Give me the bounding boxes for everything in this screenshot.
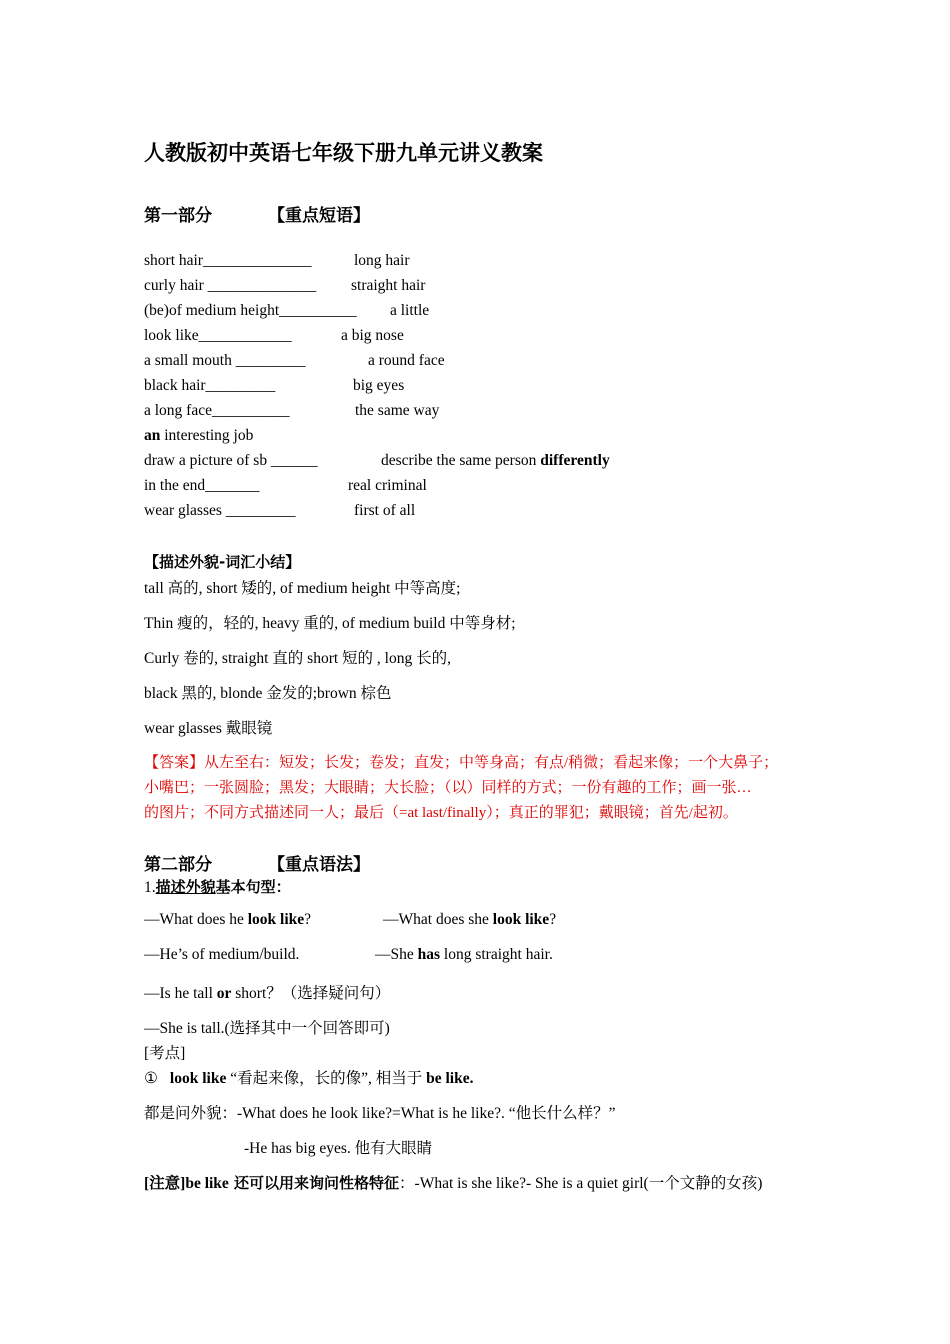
phrase-right-4: a big nose — [341, 327, 404, 344]
phrase-left-4: look like____________ — [144, 327, 292, 344]
phrase-left-3: (be)of medium height__________ — [144, 302, 357, 319]
part1-heading: 【重点短语】 — [268, 206, 370, 226]
vocab-line-2: Thin 瘦的，轻的, heavy 重的, of medium build 中等身材; — [144, 615, 516, 632]
question-he: —What does he look like? — [144, 911, 312, 928]
phrase-left-end: in the end_______ — [144, 477, 260, 494]
phrase-right-5: a round face — [368, 352, 445, 369]
vocab-line-1: tall 高的, short 矮的, of medium height 中等高度; — [144, 580, 461, 597]
vocab-line-4: black 黑的, blonde 金发的;brown 棕色 — [144, 685, 392, 702]
phrase-left-6: black hair_________ — [144, 377, 276, 394]
phrase-left-1: short hair______________ — [144, 252, 312, 269]
ask-appearance-answer: -He has big eyes. 他有大眼睛 — [244, 1140, 433, 1157]
answer-choice: —She is tall.(选择其中一个回答即可) — [144, 1020, 390, 1037]
phrase-right-1: long hair — [354, 252, 410, 269]
phrase-right-criminal: real criminal — [348, 477, 427, 494]
phrase-left-5: a small mouth _________ — [144, 352, 306, 369]
answer-he: —He’s of medium/build. — [144, 946, 300, 963]
phrase-right-7: the same way — [355, 402, 440, 419]
vocab-line-3: Curly 卷的, straight 直的 short 短的 , long 长的, — [144, 650, 451, 667]
answer-line-3: 的图片；不同方式描述同一人；最后（=at last/finally）；真正的罪犯；戴眼镜；首先/起初。 — [144, 805, 738, 821]
vocab-heading: 【描述外貌-词汇小结】 — [144, 553, 301, 571]
point-1: ① look like “看起来像，长的像”, 相当于 be like. — [144, 1070, 474, 1087]
phrase-right-describe: describe the same person differently — [381, 452, 610, 469]
phrase-left-7: a long face__________ — [144, 402, 290, 419]
kaodian-label: [考点] — [144, 1045, 186, 1062]
phrase-left-glasses: wear glasses _________ — [144, 502, 296, 519]
answer-line-1: 【答案】从左至右：短发；长发；卷发；直发；中等身高；有点/稍微；看起来像；一个大鼻子； — [144, 755, 779, 771]
phrase-right-first: first of all — [354, 502, 416, 519]
ask-appearance: 都是问外貌：-What does he look like?=What is he like?. “他长什么样？” — [144, 1105, 616, 1122]
part2-label: 第二部分 — [144, 855, 212, 875]
question-choice: —Is he tall or short？（选择疑问句） — [144, 985, 391, 1002]
grammar-item-1: 1.描述外貌基本句型： — [144, 878, 291, 896]
phrase-an-interesting-job: an interesting job — [144, 427, 254, 444]
answer-line-2: 小嘴巴；一张圆脸；黑发；大眼睛；大长脸；（以）同样的方式；一份有趣的工作；画一张… — [144, 780, 752, 796]
phrase-right-2: straight hair — [351, 277, 426, 294]
phrase-left-2: curly hair ______________ — [144, 277, 317, 294]
part1-label: 第一部分 — [144, 206, 212, 226]
note-be-like: [注意]be like 还可以用来询问性格特征：-What is she like?- She is a quiet girl(一个文静的女孩) — [144, 1174, 763, 1192]
phrase-right-3: a little — [390, 302, 430, 319]
vocab-line-5: wear glasses 戴眼镜 — [144, 720, 273, 737]
page-title: 人教版初中英语七年级下册九单元讲义教案 — [144, 141, 543, 165]
part2-heading: 【重点语法】 — [268, 855, 370, 875]
phrase-right-6: big eyes — [353, 377, 405, 394]
answer-she: —She has long straight hair. — [375, 946, 553, 963]
question-she: —What does she look like? — [383, 911, 557, 928]
phrase-left-draw: draw a picture of sb ______ — [144, 452, 318, 469]
